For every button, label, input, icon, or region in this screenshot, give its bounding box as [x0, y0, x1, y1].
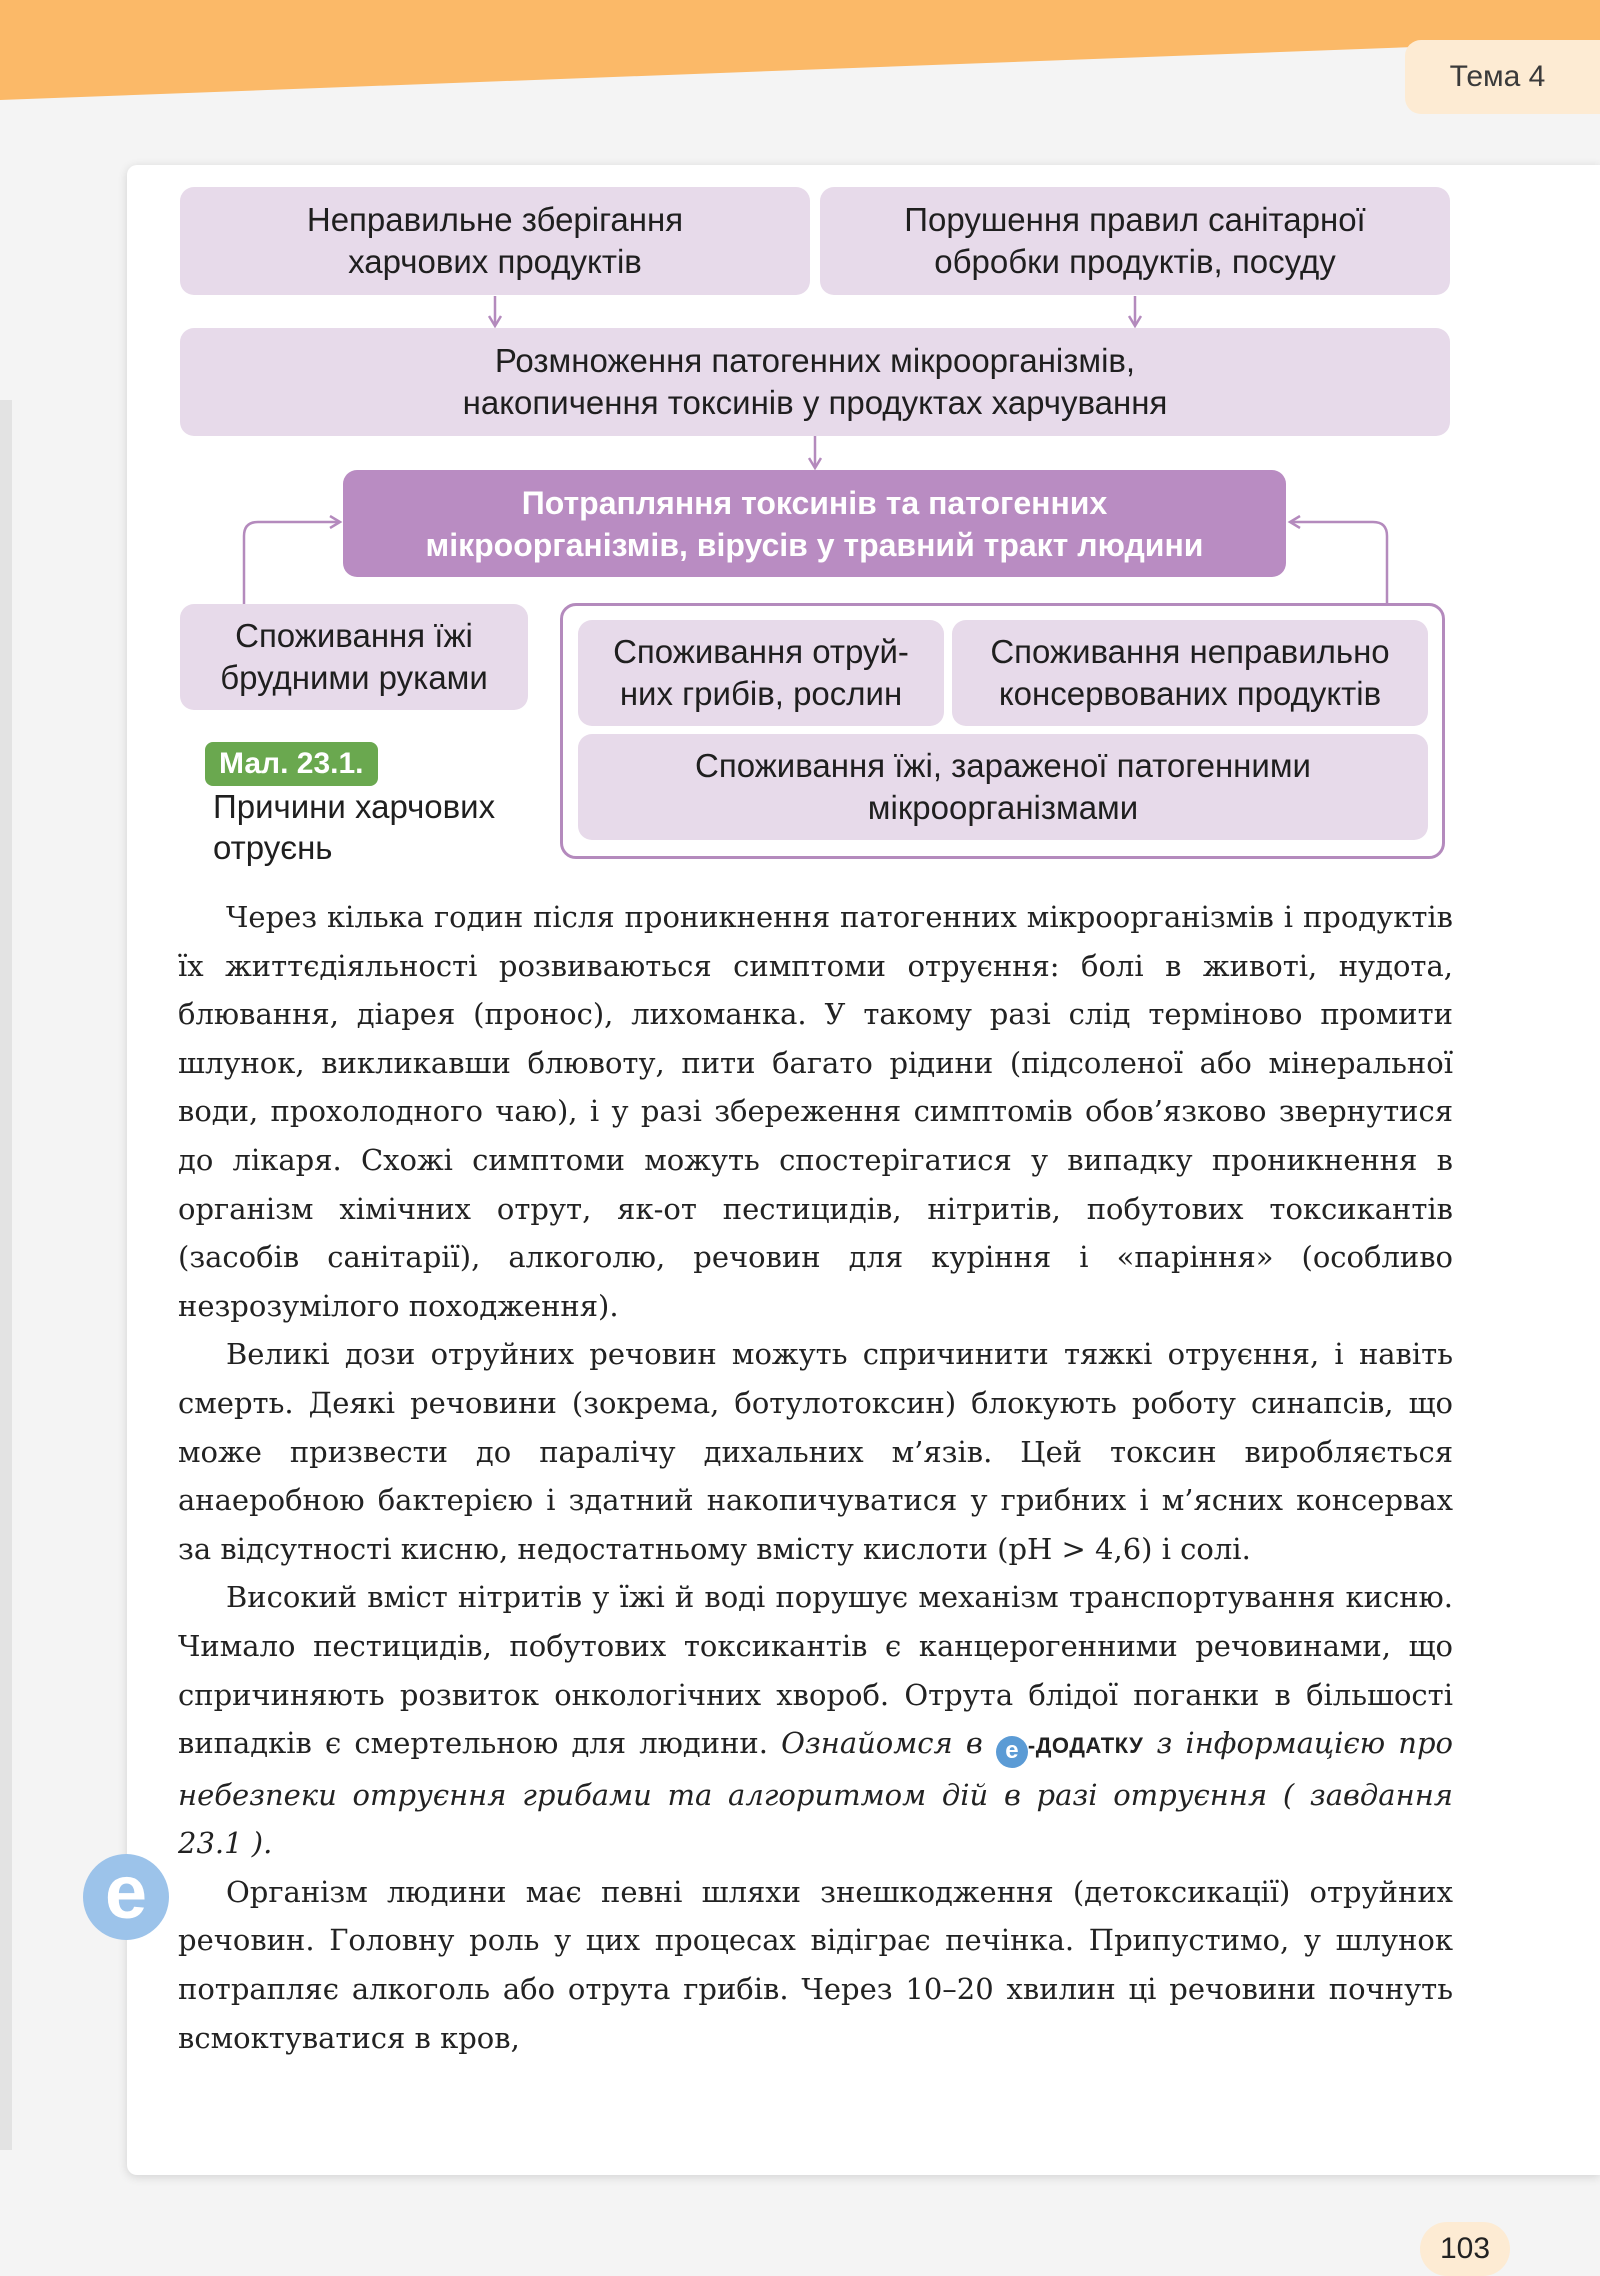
figure-caption: Причини харчових отруєнь [213, 788, 496, 866]
body-text [178, 893, 1453, 2062]
arrow-dirty-hands-to-main [244, 522, 340, 604]
cause-sanitary-violation: Порушення правил санітарної обробки продуктів, посуду [820, 187, 1450, 295]
pathogen-reproduction: Розмноження патогенних мікроорганізмів, накопичення токсинів у продуктах харчування [180, 328, 1450, 436]
cause-poisonous-mushrooms: Споживання отруй- них грибів, рослин [578, 620, 944, 726]
e-supplement-margin-icon: е [83, 1854, 169, 1940]
figure-label: Мал. 23.1. [205, 742, 378, 786]
cause-improper-canning: Споживання неправильно консервованих продуктів [952, 620, 1428, 726]
e-supplement-label: -ДОДАТКУ [1027, 1733, 1144, 1759]
e-supplement-icon: е [996, 1736, 1028, 1768]
arrow-group-to-main [1290, 522, 1387, 604]
cause-infected-food: Споживання їжі, зараженої патогенними мікроорганізмами [578, 734, 1428, 840]
page-number: 103 [1420, 2222, 1510, 2276]
cause-dirty-hands: Споживання їжі брудними руками [180, 604, 528, 710]
cause-improper-storage: Неправильне зберігання харчових продуктів [180, 187, 810, 295]
paragraph-detoxification: Організм людини має певні шляхи знешкодження (детоксикації) отруйних речовин. Головну роль у цих процесах відіграє печінка. Припустимо, у шлунок потрапляє алкоголь або отрута грибів. Через 10–20 хвилин ці речовини почнуть всмоктуватися в кров, [178, 1874, 1453, 2055]
toxins-enter-digestive-tract: Потрапляння токсинів та патогенних мікроорганізмів, вірусів у травний тракт людини [343, 470, 1286, 577]
paragraph-nitrites: Високий вміст нітритів у їжі й воді порушує механізм транспортування кисню. Чимало пестицидів, побутових токсикантів є канцерогенними речовинами, що спричиняють розвиток онкологічних хвороб. Отрута блідої поганки в більшості випадків є смертельною для людини. Ознайомся в е -ДОДАТКУ з інформацією про небезпеки отруєння грибами та алгоритмом дій в разі отруєння ( завдання 23.1 ). [178, 1580, 1453, 1861]
topic-tab: Тема 4 [1405, 40, 1600, 114]
paragraph-symptoms: Через кілька годин після проникнення патогенних мікроорганізмів і продуктів їх життєдіяльності розвиваються симптоми отруєння: болі в животі, нудота, блювання, діарея (пронос), лихоманка. У такому разі слід терміново промити шлунок, викликавши блювоту, пити багато рідини (підсоленої або мінеральної води, прохолодного чаю), і у разі збереження симптомів обов’язково звернутися до лікаря. Схожі симптоми можуть спостерігатися у випадку проникнення в організм хімічних отрут, як-от пестицидів, нітритів, побутових токсикантів (засобів санітарії), алкоголю, речовин для куріння і «паріння» (особливо незрозумілого походження). [178, 900, 1453, 1323]
paragraph-botulotoxin: Великі дози отруйних речовин можуть спричинити тяжкі отруєння, і навіть смерть. Деякі речовини (зокрема, ботулотоксин) блокують роботу синапсів, що може призвести до паралічу дихальних м’язів. Цей токсин виробляється анаеробною бактерією і здатний накопичуватися у грибних і м’ясних консервах за відсутності кисню, недостатньому вмісту кислоти (pH > 4,6) і солі. [178, 1337, 1453, 1566]
